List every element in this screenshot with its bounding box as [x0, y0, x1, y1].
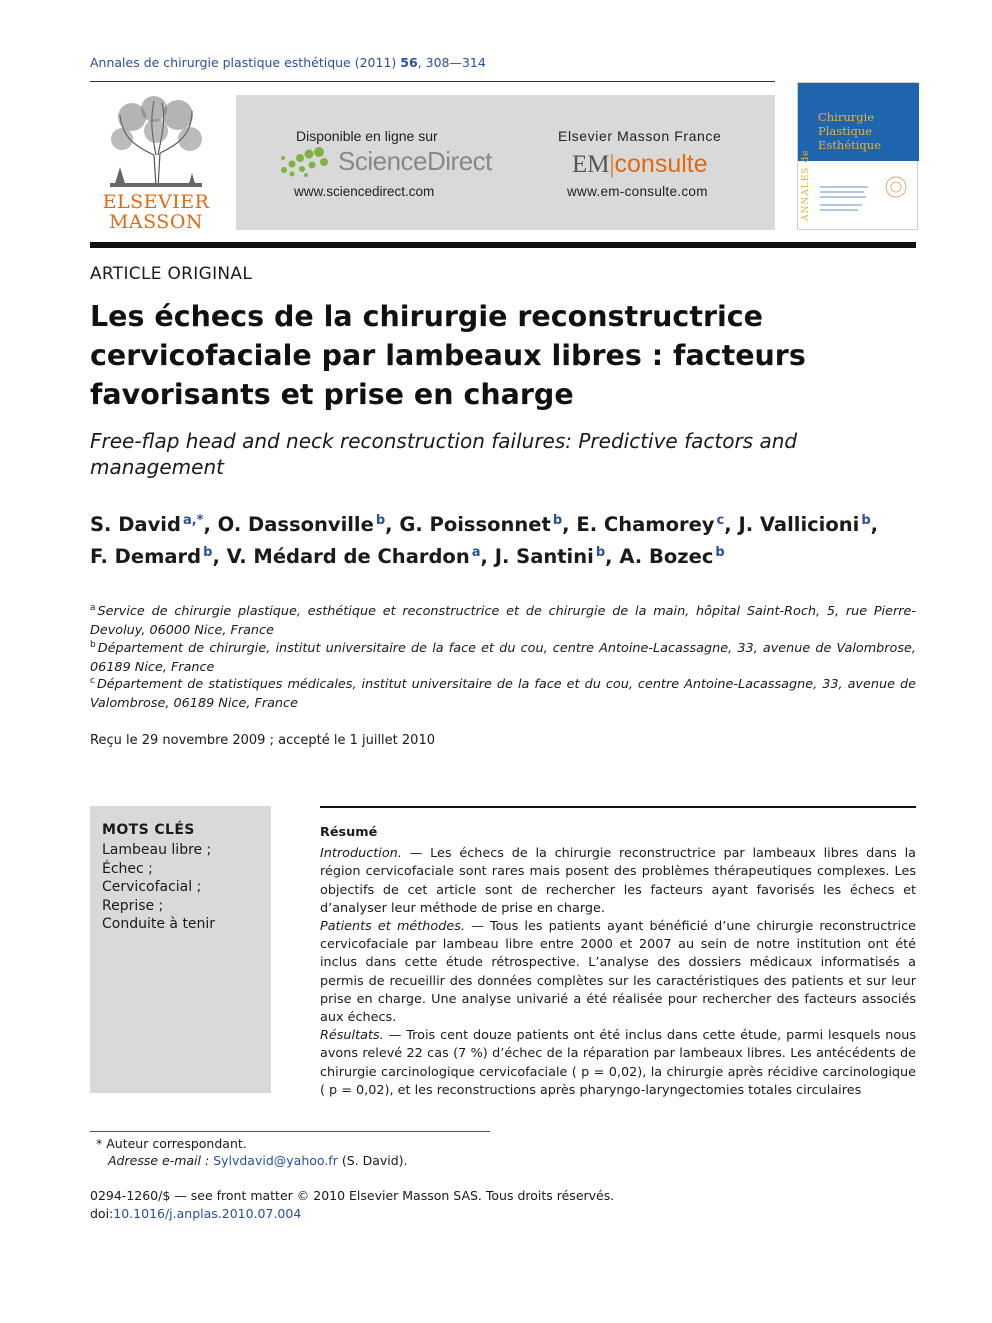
- abstract-heading: Résumé: [320, 825, 378, 840]
- section-text: — Tous les patients ayant bénéficié d’une chirurgie reconstructrice cervicofaciale par lambeau libre entre 2000 et 2007 au sein de notre institution ont été inclus dans cette étude rétrospective. L’analyse des dossiers médicaux informatisés a permis de recueillir des données complètes sur les caractéristiques des patients et sur leur prise en charge. Une analyse univarié a été réalisée pour rechercher des facteurs associés aux échecs.: [320, 919, 916, 1026]
- logo-masson: MASSON: [108, 211, 204, 233]
- section-label: Résultats.: [320, 1028, 384, 1044]
- corresponding-label: Auteur correspondant.: [106, 1136, 247, 1151]
- keyword-item: Cervicofacial ;: [102, 879, 202, 895]
- author: S. David: [90, 513, 181, 536]
- author: A. Bozec: [619, 545, 714, 568]
- affiliation-b: [90, 636, 916, 677]
- em-brand-sep: |: [609, 151, 615, 178]
- author-affiliation-link[interactable]: b: [552, 513, 563, 528]
- logo-elsevier: ELSEVIER: [102, 191, 210, 213]
- section-label: Introduction.: [320, 846, 402, 862]
- email-suffix: (S. David).: [341, 1153, 408, 1168]
- cover-title-1: Chirurgie: [818, 110, 875, 124]
- cover-side-text: ANNALES de: [801, 149, 811, 221]
- author-affiliation-link[interactable]: b: [715, 545, 725, 560]
- author: O. Dassonville: [217, 513, 374, 536]
- abstract-rule: [320, 806, 916, 808]
- keyword-item: Lambeau libre ;: [102, 842, 212, 858]
- author-affiliation-link[interactable]: b: [861, 513, 871, 528]
- doi-label: doi:: [90, 1206, 114, 1221]
- article-title: Les échecs de la chirurgie reconstructrice cervicofaciale par lambeaux libres : facteurs favorisants et prise en charge: [90, 300, 806, 411]
- emconsulte-brand: [572, 150, 708, 179]
- author: J. Vallicioni: [738, 513, 860, 536]
- author-list: S. David $^{a,*}$, O. Dassonville $^b$, G. Poissonnet $^b$, E. Chamorey $^c$, J. Vallicioni $^b$, F. Demard $^b$, V. Médard de Chardon $^a$, J. Santini $^b$, A. Bozec $^b$: [90, 513, 879, 568]
- keyword-item: Reprise ;: [102, 897, 164, 914]
- sciencedirect-url[interactable]: www.sciencedirect.com: [294, 184, 435, 199]
- keyword-item: Conduite à tenir: [102, 916, 216, 932]
- em-brand-a: EM: [572, 151, 610, 178]
- keywords-box: [90, 806, 271, 1093]
- affiliation-text: Département de chirurgie, institut universitaire de la face et du cou, centre Antoine-Lacassagne, 33, avenue de Valombrose, 06189 Nice, France: [90, 641, 916, 675]
- affiliation-a: [90, 599, 916, 640]
- cover-title: [818, 110, 881, 152]
- section-text: — Les échecs de la chirurgie reconstructrice par lambeaux libres dans la région cervicofaciale sont rares mais posent des problèmes thérapeutiques complexes. Les objectifs de cet article sont de rechercher les facteurs ayant favorisés les échecs et d’analyser leur méthode de prise en charge.: [320, 846, 916, 916]
- email-label: Adresse e-mail :: [108, 1153, 210, 1168]
- author-affiliation-link[interactable]: b: [595, 545, 606, 560]
- author: G. Poissonnet: [399, 513, 551, 536]
- footnote-star: *: [96, 1136, 103, 1151]
- abstract-methods: [320, 918, 916, 1027]
- abstract-introduction: [320, 845, 916, 918]
- cover-title-2: Plastique: [818, 124, 873, 138]
- author: F. Demard: [90, 545, 202, 568]
- doi-link[interactable]: 10.1016/j.anplas.2010.07.004: [113, 1206, 302, 1221]
- corresponding-author-note: [96, 1136, 247, 1151]
- header-thick-rule: [90, 242, 916, 248]
- journal-cover: [797, 82, 918, 230]
- abstract-results: [320, 1027, 916, 1100]
- email-note: [108, 1153, 408, 1168]
- copyright-line: 0294-1260/$ — see front matter © 2010 Elsevier Masson SAS. Tous droits réservés.: [90, 1188, 615, 1203]
- author-affiliation-link[interactable]: a: [471, 545, 481, 560]
- cover-title-3: Esthétique: [818, 138, 882, 152]
- sciencedirect-brand: ScienceDirect: [338, 146, 492, 176]
- elsevier-masson-logo: [92, 95, 220, 231]
- email-link[interactable]: Sylvdavid@yahoo.fr: [213, 1153, 338, 1168]
- affiliation-key: a: [90, 603, 96, 613]
- journal-volume: 56: [400, 55, 418, 70]
- doi-line: [90, 1206, 301, 1221]
- received-dates: Reçu le 29 novembre 2009 ; accepté le 1 juillet 2010: [90, 733, 435, 748]
- keywords-heading: MOTS CLÉS: [102, 822, 195, 838]
- author-affiliation-link[interactable]: a,*: [182, 513, 204, 528]
- author-affiliation-link[interactable]: b: [203, 545, 213, 560]
- section-label: Patients et méthodes.: [320, 919, 465, 935]
- author-affiliation-link[interactable]: b: [375, 513, 386, 528]
- article-subtitle-en: Free-flap head and neck reconstruction failures: Predictive factors and management: [90, 429, 798, 479]
- author: E. Chamorey: [576, 513, 715, 536]
- emconsulte-url[interactable]: www.em-consulte.com: [567, 184, 708, 199]
- sciencedirect-dots-icon: [278, 146, 334, 178]
- affiliation-c: [90, 672, 916, 713]
- em-label: Elsevier Masson France: [558, 128, 722, 144]
- author-affiliation-link[interactable]: c: [716, 513, 725, 528]
- affiliation-text: Service de chirurgie plastique, esthétique et reconstructrice et de chirurgie de la main, hôpital Saint-Roch, 5, rue Pierre-Devoluy, 06000 Nice, France: [90, 604, 916, 638]
- elsevier-tree-icon: [92, 95, 220, 191]
- author: J. Santini: [494, 545, 594, 568]
- abstract: [320, 824, 916, 1100]
- journal-pages: , 308—314: [417, 55, 486, 70]
- em-brand-b: consulte: [614, 150, 708, 178]
- affiliation-key: b: [90, 640, 96, 650]
- header-rule: [90, 81, 775, 82]
- journal-reference[interactable]: [90, 55, 486, 70]
- author: V. Médard de Chardon: [226, 545, 470, 568]
- affiliation-key: c: [90, 676, 95, 686]
- keyword-item: Échec ;: [102, 860, 153, 877]
- cover-emblem-icon: [818, 175, 914, 223]
- article-type: ARTICLE ORIGINAL: [90, 264, 253, 284]
- footnote-rule: [90, 1131, 490, 1132]
- journal-name: Annales de chirurgie plastique esthétique (2011): [90, 55, 397, 70]
- sd-label: Disponible en ligne sur: [296, 128, 438, 144]
- section-text: — Trois cent douze patients ont été inclus dans cette étude, parmi lesquels nous avons relevé 22 cas (7 %) d’échec de la réparation par lambeaux libres. Les antécédents de chirurgie carcinologique cervicofaciale ( p = 0,02), la chirurgie après récidive carcinologique ( p = 0,02), et les reconstructions après pharyngo-laryngectomies totales circulaires: [320, 1028, 916, 1098]
- affiliation-text: Département de statistiques médicales, institut universitaire de la face et du cou, centre Antoine-Lacassagne, 33, avenue de Valombrose, 06189 Nice, France: [90, 677, 916, 711]
